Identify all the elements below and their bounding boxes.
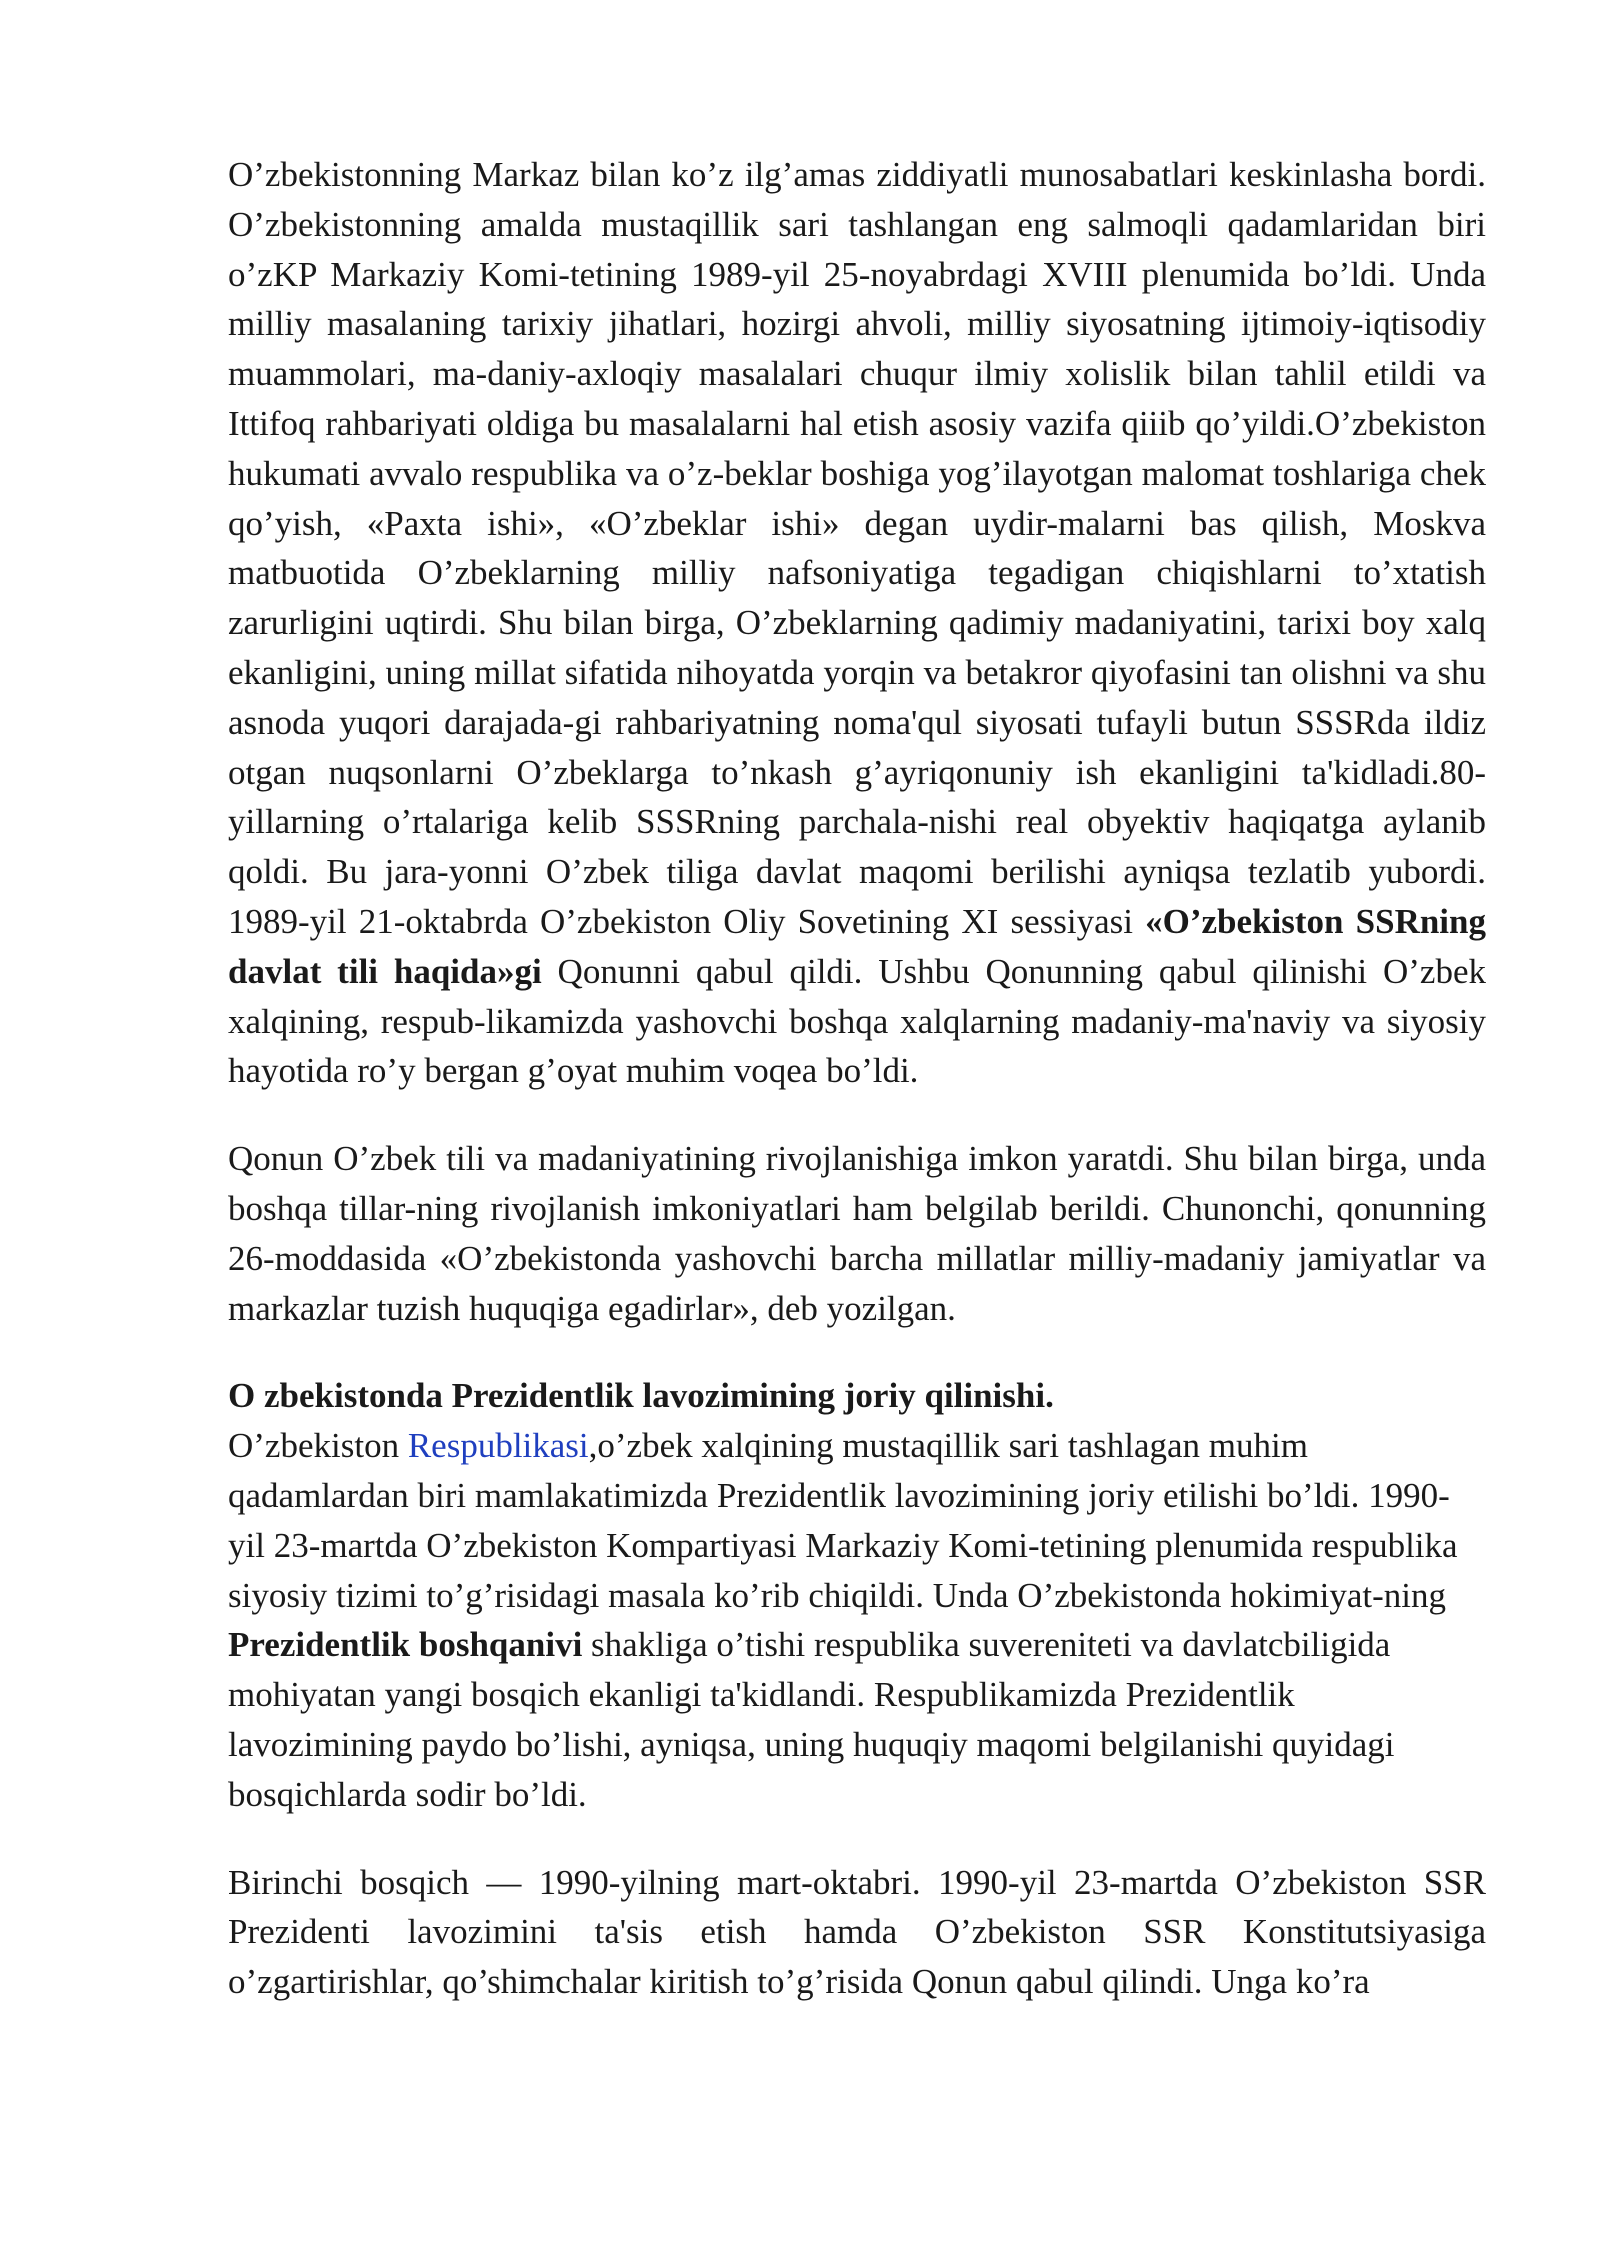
- paragraph-gap: [228, 1096, 1486, 1134]
- paragraph-presidency: [228, 1421, 1486, 1819]
- paragraph-first-stage: Birinchi bosqich — 1990-yilning mart-oktabri. 1990-yil 23-martda O’zbekiston SSR Prezidenti lavozimini ta'sis etish hamda O’zbekiston SSR Konstitutsiyasiga o’zgartirishlar, qo’shimchalar kiritish to’g’risida Qonun qabul qilindi. Unga ko’ra: [228, 1862, 1486, 2002]
- paragraph-text: shakliga o’tishi respublika suvereniteti va davlatcbiligida mohiyatan yangi bosqich ekanligi ta'kidlandi. Respublikamizda Prezidentlik lavozimining paydo bo’lishi, ayniqsa, uning huquqiy maqomi belgilanishi quyidagi bosqichlarda sodir bo’ldi.: [228, 1625, 1395, 1814]
- paragraph-gap: [228, 1820, 1486, 1858]
- document-page: [228, 150, 1486, 2007]
- respublikasi-link[interactable]: Respublikasi: [407, 1426, 589, 1466]
- paragraph-language-law: Qonun O’zbek tili va madaniyatining rivojlanishiga imkon yaratdi. Shu bilan birga, unda boshqa tillar-ning rivojlanish imkoniyatlari ham belgilab berildi. Chunonchi, qonunning 26-moddasida «O’zbekistonda yashovchi barcha millatlar milliy-madaniy jamiyatlar va markazlar tuzish huquqiga egadirlar», deb yozilgan.: [228, 1139, 1486, 1328]
- paragraph-text: O’zbekistonning Markaz bilan ko’z ilg’amas ziddiyatli munosabatlari keskinlasha bordi. O’zbekistonning amalda mustaqillik sari tashlangan eng salmoqli qadamlaridan biri o’zKP Markaziy Komi-tetining 1989-yil 25-noyabrdagi XVIII plenumida bo’ldi. Unda milliy masalaning tarixiy jihatlari, hozirgi ahvoli, milliy siyosatning ijtimoiy-iqtisodiy muammolari, ma-daniy-axloqiy masalalari chuqur ilmiy xolislik bilan tahlil etildi va Ittifoq rahbariyati oldiga bu masalalarni hal etish asosiy vazifa qiiib qo’yildi.O’zbekiston hukumati avvalo respublika va o’z-beklar boshiga yog’ilayotgan malomat toshlariga chek qo’yish, «Paxta ishi», «O’zbeklar ishi» degan uydir-malarni bas qilish, Moskva matbuotida O’zbeklarning milliy nafsoniyatiga tegadigan chiqishlarni to’xtatish zarurligini uqtirdi. Shu bilan birga, O’zbeklarning qadimiy madaniyatini, tarixi boy xalq ekanligini, uning millat sifatida nihoyatda yorqin va betakror qiyofasini tan olishni va shu asnoda yuqori darajada-gi rahbariyatning noma'qul siyosati tufayli butun SSSRda ildiz otgan nuqsonlarni O’zbeklarga to’nkash g’ayriqonuniy ish ekanligini ta'kidladi.80-yillarning o’rtalariga kelib SSSRning parchala-nishi real obyektiv haqiqatga aylanib qoldi. Bu jara-yonni O’zbek tiliga davlat maqomi berilishi ayniqsa tezlatib yubordi. 1989-yil 21-oktabrda O’zbekiston Oliy Sovetining XI sessiyasi: [228, 155, 1486, 941]
- paragraph-text: O’zbekiston: [228, 1426, 408, 1466]
- paragraph-text: ,o’zbek xalqining mustaqillik sari tashlagan muhim qadamlardan biri mamlakatimizda Prezidentlik lavozimining joriy etilishi bo’ldi. 1990-yil 23-martda O’zbekiston Kompartiyasi Markaziy Komi-tetining plenumida respublika siyosiy tizimi to’g’risidagi masala ko’rib chiqildi. Unda O’zbekistonda hokimiyat-ning: [228, 1426, 1458, 1615]
- paragraph-gap: [228, 1333, 1486, 1371]
- paragraph-text: Qonunni qabul qildi. Ushbu Qonunning qabul qilinishi O’zbek xalqining, respub-likamizda yashovchi boshqa xalqlarning madaniy-ma'naviy va siyosiy hayotida ro’y bergan g’oyat muhim voqea bo’ldi.: [228, 951, 1486, 1091]
- presidency-bold: Prezidentlik boshqanivi: [228, 1625, 583, 1665]
- section-heading: O zbekistonda Prezidentlik lavozimining joriy qilinishi.: [228, 1376, 1054, 1416]
- law-title-bold: «O’zbekiston SSRning davlat tili haqida»gi: [228, 901, 1486, 991]
- paragraph-markaz-relations: [228, 150, 1486, 1096]
